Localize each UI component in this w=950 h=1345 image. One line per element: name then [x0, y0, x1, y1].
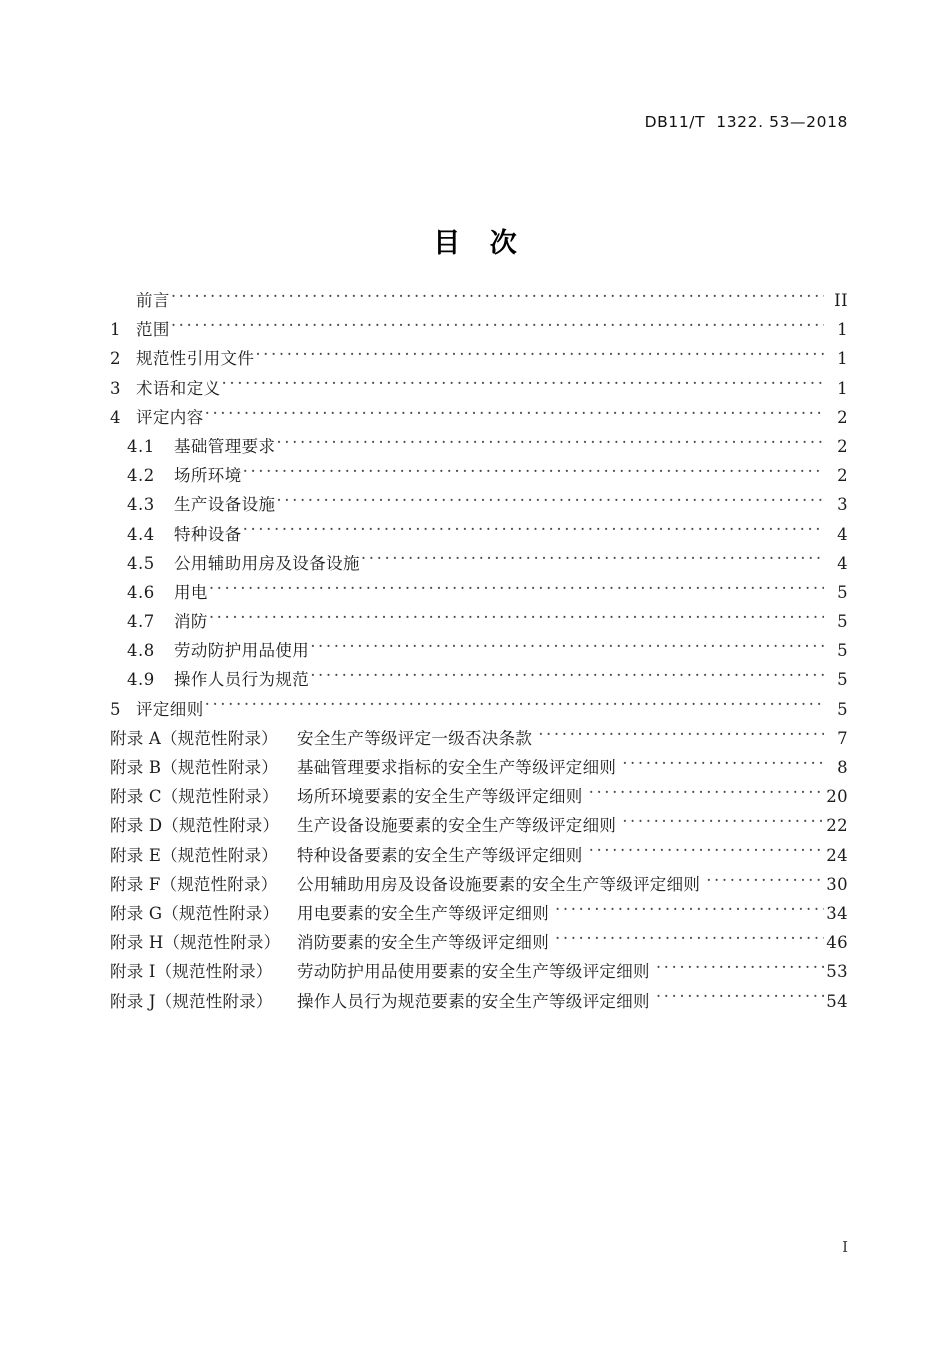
toc-dot-leader — [555, 902, 824, 919]
toc-entry-page-number: 2 — [837, 466, 848, 486]
toc-annex-label: 附录 A（规范性附录） — [110, 728, 278, 748]
toc-entry-page-number: 2 — [837, 407, 848, 427]
toc-dot-leader — [706, 873, 824, 890]
toc-entry-label: 前言 — [136, 291, 170, 310]
toc-entry-number: 5 — [110, 699, 121, 719]
toc-dot-leader — [171, 319, 824, 336]
toc-entry-number: 4.5 — [127, 553, 155, 573]
toc-annex-page-number: 20 — [826, 787, 848, 807]
toc-entry[interactable] — [110, 374, 848, 403]
toc-annex-page-number: 7 — [837, 728, 848, 748]
toc-annex-title: 公用辅助用房及设备设施要素的安全生产等级评定细则 — [297, 874, 701, 894]
toc-annex-label: 附录 G（规范性附录） — [110, 903, 280, 923]
toc-dot-leader — [243, 465, 824, 482]
toc-annex-page-number: 30 — [826, 874, 848, 894]
toc-entry-number: 4.2 — [127, 466, 155, 486]
toc-dot-leader — [209, 581, 824, 598]
toc-entry-label: 操作人员行为规范 — [174, 670, 310, 690]
toc-entry-number: 4.4 — [127, 524, 155, 544]
toc-annex-page-number: 46 — [826, 933, 848, 953]
toc-annex-label: 附录 E（规范性附录） — [110, 845, 278, 865]
toc-entry-label: 评定内容 — [136, 407, 204, 427]
page-title: 目 次 — [433, 228, 527, 260]
toc-annex-title: 安全生产等级评定一级否决条款 — [297, 728, 533, 748]
toc-annex-list — [110, 724, 848, 1016]
toc-dot-leader — [276, 435, 824, 452]
toc-entry-number: 4.1 — [127, 436, 155, 456]
toc-entry-page-number: 5 — [837, 582, 848, 602]
toc-entry-label: 用电 — [174, 582, 208, 602]
toc-annex-label: 附录 F（规范性附录） — [110, 874, 278, 894]
toc-annex-title: 操作人员行为规范要素的安全生产等级评定细则 — [297, 991, 650, 1011]
toc-annex-title: 消防要素的安全生产等级评定细则 — [297, 933, 549, 953]
toc-entry[interactable] — [110, 490, 848, 519]
toc-entry[interactable] — [110, 549, 848, 578]
toc-annex-entry[interactable] — [110, 870, 848, 899]
toc-entry[interactable] — [110, 578, 848, 607]
toc-dot-leader — [310, 640, 824, 657]
toc-annex-title: 特种设备要素的安全生产等级评定细则 — [297, 845, 583, 865]
toc-annex-title: 劳动防护用品使用要素的安全生产等级评定细则 — [297, 962, 650, 982]
toc-annex-entry[interactable] — [110, 782, 848, 811]
toc-annex-page-number: 34 — [826, 903, 848, 923]
toc-annex-page-number: 8 — [837, 758, 848, 777]
toc-annex-entry[interactable] — [110, 899, 848, 928]
toc-entry-label: 规范性引用文件 — [136, 349, 255, 369]
toc-annex-entry[interactable] — [110, 987, 848, 1016]
toc-dot-leader — [361, 552, 824, 569]
toc-entry-number: 4.6 — [127, 582, 155, 602]
toc-entry-number: 4.7 — [127, 612, 155, 632]
toc-annex-entry[interactable] — [110, 811, 848, 840]
toc-dot-leader — [171, 290, 824, 307]
toc-entry-label: 消防 — [174, 612, 208, 632]
toc-entry[interactable] — [110, 432, 848, 461]
toc-entry-page-number: 5 — [837, 612, 848, 632]
toc-entry-number: 1 — [110, 320, 121, 340]
toc-annex-label: 附录 H（规范性附录） — [110, 933, 281, 953]
toc-annex-label: 附录 I（规范性附录） — [110, 962, 273, 982]
toc-dot-leader — [310, 669, 824, 686]
toc-entry[interactable] — [110, 665, 848, 694]
toc-annex-page-number: 24 — [826, 845, 848, 865]
toc-annex-label: 附录 D（规范性附录） — [110, 816, 280, 836]
toc-dot-leader — [276, 494, 824, 511]
toc-annex-page-number: 53 — [826, 962, 848, 982]
toc-annex-page-number: 22 — [826, 816, 848, 836]
toc-entry-page-number: 4 — [837, 553, 848, 573]
toc-entry-page-number: 5 — [837, 641, 848, 661]
toc-entry-page-number: II — [834, 291, 848, 310]
toc-annex-title: 基础管理要求指标的安全生产等级评定细则 — [297, 758, 617, 777]
toc-annex-title: 生产设备设施要素的安全生产等级评定细则 — [297, 816, 617, 836]
toc-entry-page-number: 2 — [837, 436, 848, 456]
toc-entry-number: 3 — [110, 378, 121, 398]
toc-dot-leader — [538, 727, 824, 744]
toc-annex-page-number: 54 — [826, 991, 848, 1011]
toc-annex-label: 附录 J（规范性附录） — [110, 991, 273, 1011]
toc-entry[interactable] — [110, 636, 848, 665]
toc-entry-number: 4.3 — [127, 495, 155, 515]
toc-entry[interactable] — [110, 695, 848, 724]
toc-entry-page-number: 3 — [837, 495, 848, 515]
toc-annex-entry[interactable] — [110, 957, 848, 986]
toc-entry[interactable] — [110, 403, 848, 432]
toc-annex-entry[interactable] — [110, 928, 848, 957]
toc-dot-leader — [622, 757, 824, 774]
toc-entry-label: 生产设备设施 — [174, 495, 276, 515]
toc-dot-leader — [205, 698, 824, 715]
toc-entry[interactable] — [110, 315, 848, 344]
toc-dot-leader — [589, 786, 824, 803]
toc-annex-label: 附录 B（规范性附录） — [110, 758, 279, 777]
toc-entry[interactable] — [110, 461, 848, 490]
toc-entry[interactable] — [110, 520, 848, 549]
table-of-contents — [110, 286, 848, 1016]
toc-entry-page-number: 5 — [837, 670, 848, 690]
running-header-standard-number: DB11/T 1322. 53—2018 — [644, 113, 848, 131]
toc-entry-list — [110, 286, 848, 724]
toc-dot-leader — [243, 523, 824, 540]
toc-dot-leader — [622, 815, 824, 832]
toc-entry[interactable] — [110, 344, 848, 373]
toc-entry-label: 劳动防护用品使用 — [174, 641, 310, 661]
toc-dot-leader — [255, 348, 824, 365]
toc-dot-leader — [555, 932, 824, 949]
toc-entry-label: 基础管理要求 — [174, 436, 276, 456]
toc-entry[interactable] — [110, 607, 848, 636]
toc-entry-page-number: 1 — [837, 378, 848, 398]
toc-annex-entry[interactable] — [110, 753, 848, 782]
toc-entry-page-number: 1 — [837, 320, 848, 340]
toc-dot-leader — [205, 406, 824, 423]
toc-annex-entry[interactable] — [110, 724, 848, 753]
toc-annex-label: 附录 C（规范性附录） — [110, 787, 279, 807]
toc-dot-leader — [656, 990, 824, 1007]
page-folio: I — [842, 1238, 848, 1256]
toc-annex-title: 用电要素的安全生产等级评定细则 — [297, 903, 549, 923]
toc-dot-leader — [589, 844, 824, 861]
toc-entry-label: 评定细则 — [136, 699, 204, 719]
toc-entry-label: 术语和定义 — [136, 378, 221, 398]
toc-entry-label: 场所环境 — [174, 466, 242, 486]
toc-entry-label: 公用辅助用房及设备设施 — [174, 553, 360, 573]
toc-dot-leader — [222, 377, 825, 394]
toc-annex-entry[interactable] — [110, 841, 848, 870]
toc-entry-page-number: 4 — [837, 524, 848, 544]
toc-entry-label: 范围 — [136, 320, 170, 340]
toc-entry-page-number: 5 — [837, 699, 848, 719]
toc-dot-leader — [656, 961, 824, 978]
toc-entry[interactable] — [110, 286, 848, 315]
toc-dot-leader — [209, 611, 824, 628]
toc-annex-title: 场所环境要素的安全生产等级评定细则 — [297, 787, 583, 807]
toc-entry-number: 4 — [110, 407, 121, 427]
toc-entry-number: 4.9 — [127, 670, 155, 690]
toc-entry-number: 2 — [110, 349, 121, 369]
toc-entry-number: 4.8 — [127, 641, 155, 661]
toc-entry-label: 特种设备 — [174, 524, 242, 544]
toc-entry-page-number: 1 — [837, 349, 848, 369]
